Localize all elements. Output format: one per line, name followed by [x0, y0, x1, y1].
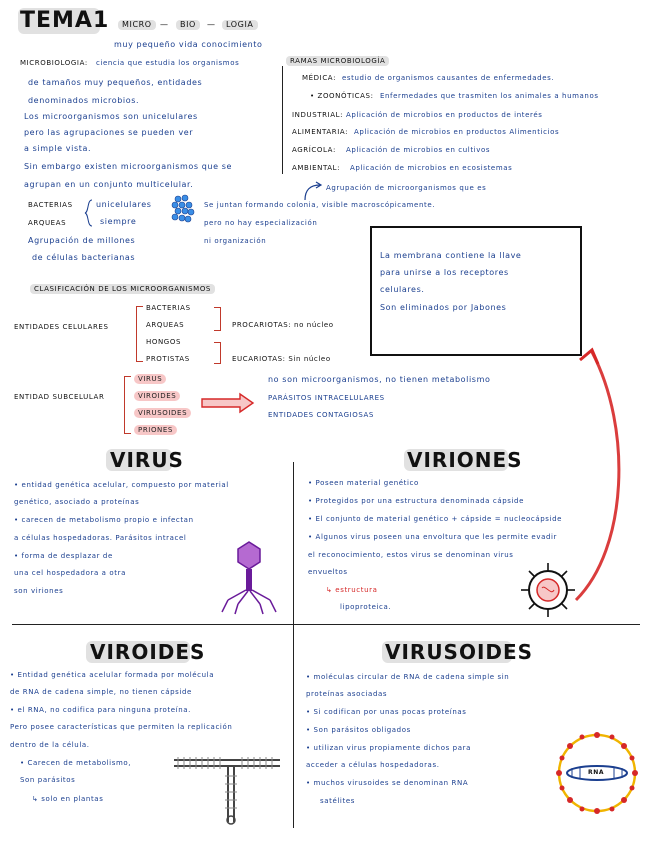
etymology-meaning: muy pequeño vida conocimiento — [114, 40, 263, 49]
viriones-title: VIRIONES — [407, 448, 523, 472]
celular-item: ARQUEAS — [146, 321, 185, 329]
subcelular-desc: ENTIDADES CONTAGIOSAS — [268, 411, 374, 419]
subcelular-desc: PARÁSITOS INTRACELULARES — [268, 394, 385, 402]
rama-text: estudio de organismos causantes de enfermedades. — [342, 74, 555, 82]
vertical-divider — [293, 462, 294, 828]
definition-label: MICROBIOLOGIA: — [20, 59, 88, 67]
viroides-title: VIROIDES — [90, 640, 206, 664]
intro-line: a simple vista. — [24, 144, 92, 153]
viriones-item: lipoproteica. — [340, 603, 392, 611]
rama-text: Aplicación de microbios en cultivos — [346, 146, 491, 154]
rna-label: RNA — [588, 769, 605, 776]
rama-label: • ZOONÓTICAS: — [310, 92, 374, 100]
eucariotas-bracket — [214, 342, 221, 364]
viroides-item: de RNA de cadena simple, no tienen cápside — [10, 688, 192, 696]
intro-line: pero las agrupaciones se pueden ver — [24, 128, 194, 137]
virusoides-item: • Si codifican por unas pocas proteínas — [306, 708, 467, 716]
intro-line: Los microorganismos son unicelulares — [24, 112, 198, 121]
subcelular-item: PRIONES — [134, 425, 177, 435]
virus-item: son viriones — [14, 587, 64, 595]
subcelular-item: VIRUSOIDES — [134, 408, 191, 418]
intro-line: de tamaños muy pequeños, entidades — [28, 78, 203, 87]
intro-line: ciencia que estudia los organismos — [96, 59, 240, 67]
double-arrow-icon — [200, 392, 256, 414]
viroides-item: • Entidad genética acelular formada por molécula — [10, 671, 215, 679]
rama-text: Aplicación de microbios en ecosistemas — [350, 164, 513, 172]
agrupacion-line: Agrupación de millones — [28, 236, 136, 245]
intro-line: agrupan en un conjunto multicelular. — [24, 180, 194, 189]
procariotas-label: PROCARIOTAS: no núcleo — [232, 321, 334, 329]
unicelulares-text: unicelulares — [96, 200, 152, 209]
rama-label: INDUSTRIAL: — [292, 111, 344, 119]
subcelular-desc: no son microorganismos, no tienen metabolismo — [268, 375, 491, 384]
rama-text: Enfermedades que trasmiten los animales a humanos — [380, 92, 599, 100]
subcelular-item: VIROIDES — [134, 391, 180, 401]
note-line: para unirse a los receptores — [380, 268, 509, 277]
agrupacion-line: de células bacterianas — [32, 253, 136, 262]
viroides-item: Pero posee características que permiten la replicación — [10, 723, 233, 731]
eucariotas-label: EUCARIOTAS: Sin núcleo — [232, 355, 331, 363]
page-title: TEMA1 — [20, 8, 110, 33]
viroides-item: dentro de la célula. — [10, 741, 90, 749]
viriones-item: • El conjunto de material genético + cápside = nucleocápside — [308, 515, 563, 523]
colonia-right-line: Se juntan formando colonia, visible macroscópicamente. — [204, 201, 436, 209]
viroides-item: ↳ solo en plantas — [32, 795, 104, 803]
intro-line: Sin embargo existen microorganismos que se — [24, 162, 233, 171]
siempre-text: siempre — [100, 217, 137, 226]
etymology-dash-2: — — [207, 20, 216, 29]
arqueas-label: ARQUEAS — [28, 219, 67, 227]
celular-item: HONGOS — [146, 338, 181, 346]
celular-item: BACTERIAS — [146, 304, 191, 312]
colonia-right-line: pero no hay especialización — [204, 219, 318, 227]
ramas-divider — [282, 66, 283, 174]
colonia-right-line: ni organización — [204, 237, 267, 245]
virus-item: a células hospedadoras. Parásitos intracel — [14, 534, 187, 542]
enveloped-virus-icon — [520, 562, 576, 618]
virusoides-title: VIRUSOIDES — [385, 640, 534, 664]
red-curve-arrow-icon — [570, 338, 630, 608]
colony-cluster-icon — [170, 194, 196, 226]
celulares-bracket — [136, 306, 143, 362]
viriones-item: • Protegidos por una estructura denominada cápside — [308, 497, 524, 505]
virusoides-item: satélites — [320, 797, 355, 805]
virusoides-item: proteínas asociadas — [306, 690, 388, 698]
viroides-item: Son parásitos — [20, 776, 76, 784]
horizontal-divider — [12, 624, 640, 625]
rama-label: AGRÍCOLA: — [292, 146, 336, 154]
viriones-item: envueltos — [308, 568, 348, 576]
entidades-celulares-label: ENTIDADES CELULARES — [14, 323, 109, 331]
viriones-item: • Poseen material genético — [308, 479, 419, 487]
viroid-rna-icon — [170, 752, 286, 826]
virusoides-item: • muchos virusoides se denominan RNA — [306, 779, 469, 787]
ramas-title: RAMAS MICROBIOLOGÍA — [286, 56, 389, 66]
rama-label: ALIMENTARIA: — [292, 128, 349, 136]
note-line: La membrana contiene la llave — [380, 251, 522, 260]
bacteriophage-icon — [218, 540, 280, 616]
curved-arrow-icon — [302, 180, 324, 202]
rama-label: MÉDICA: — [302, 74, 337, 82]
virus-item: genético, asociado a proteínas — [14, 498, 140, 506]
virus-item: una cel hospedadora a otra — [14, 569, 126, 577]
virusoides-item: • moléculas circular de RNA de cadena simple sin — [306, 673, 510, 681]
viroides-item: • el RNA, no codifica para ninguna proteína. — [10, 706, 191, 714]
rama-label: AMBIENTAL: — [292, 164, 341, 172]
viriones-item: el reconocimiento, estos virus se denominan virus — [308, 551, 514, 559]
clasificacion-title: CLASIFICACIÓN DE LOS MICROORGANISMOS — [30, 284, 215, 294]
subcelular-item: VIRUS — [134, 374, 166, 384]
etymology-logia: LOGIA — [222, 20, 258, 30]
virusoides-item: • utilizan virus propiamente dichos para — [306, 744, 471, 752]
note-line: celulares. — [380, 285, 425, 294]
etymology-micro: MICRO — [118, 20, 156, 30]
procariotas-bracket — [214, 307, 221, 331]
celular-item: PROTISTAS — [146, 355, 190, 363]
viriones-item: • Algunos virus poseen una envoltura que les permite evadir — [308, 533, 558, 541]
viriones-item: ↳ estructura — [326, 586, 378, 594]
virus-item: • carecen de metabolismo propio e infectan — [14, 516, 194, 524]
virus-item: • forma de desplazar de — [14, 552, 113, 560]
colonia-arrow-text: Agrupación de microorganismos que es — [326, 184, 487, 192]
virusoides-item: • Son parásitos obligados — [306, 726, 411, 734]
subcelular-bracket — [124, 376, 131, 434]
entidad-subcelular-label: ENTIDAD SUBCELULAR — [14, 393, 105, 401]
etymology-bio: BIO — [176, 20, 200, 30]
rama-text: Aplicación de microbios en productos de interés — [346, 111, 543, 119]
note-line: Son eliminados por Jabones — [380, 303, 507, 312]
etymology-dash-1: — — [160, 20, 169, 29]
virus-title: VIRUS — [110, 448, 184, 472]
viroides-item: • Carecen de metabolismo, — [20, 759, 132, 767]
bacterias-label: BACTERIAS — [28, 201, 73, 209]
intro-line: denominados microbios. — [28, 96, 140, 105]
virusoides-item: acceder a células hospedadoras. — [306, 761, 440, 769]
rama-text: Aplicación de microbios en productos Alimenticios — [354, 128, 560, 136]
bracket-icon — [84, 198, 94, 228]
virus-item: • entidad genética acelular, compuesto por material — [14, 481, 229, 489]
